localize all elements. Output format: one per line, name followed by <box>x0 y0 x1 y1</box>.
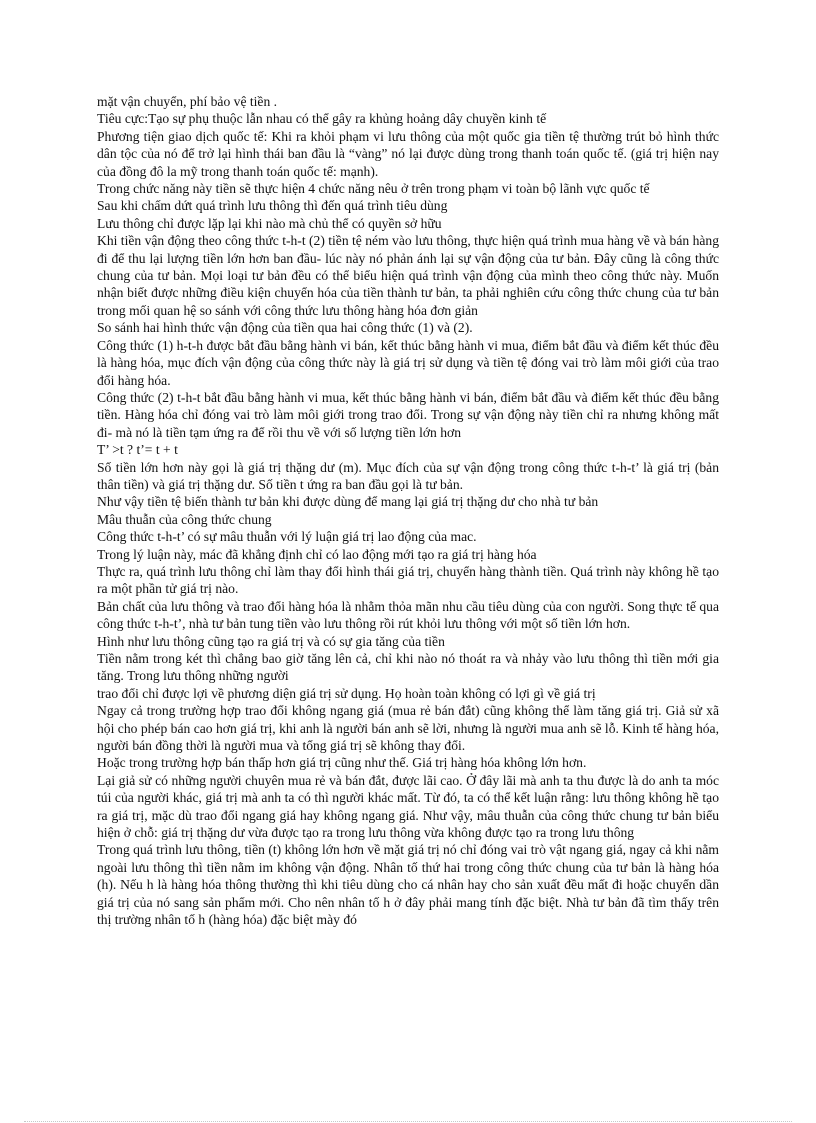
body-paragraph: Ngay cả trong trường hợp trao đổi không ngang giá (mua rẻ bán đắt) cũng không thể làm tăng giá trị. Giả sử xã hội cho phép bán cao hơn giá trị, khi anh là người bán anh sẽ lời, nhưng là người mua anh sẽ lỗ. Kinh tế hàng hóa, người bán đồng thời là người mua và tổng giá trị sẽ không thay đổi. <box>97 703 719 754</box>
body-paragraph: mặt vận chuyển, phí bảo vệ tiền . <box>97 94 278 109</box>
body-paragraph: Sau khi chấm dứt quá trình lưu thông thì đến quá trình tiêu dùng <box>97 198 448 214</box>
body-paragraph: Như vậy tiền tệ biến thành tư bản khi được dùng để mang lại giá trị thặng dư cho nhà tư bản <box>97 494 599 510</box>
body-paragraph: Tiền nằm trong két thì chẳng bao giờ tăng lên cả, chỉ khi nào nó thoát ra và nhảy vào lưu thông thì tiền mới gia tăng. Trong lưu thông những người <box>97 651 719 684</box>
body-paragraph: Trong chức năng này tiền sẽ thực hiện 4 chức năng nêu ở trên trong phạm vi toàn bộ lãnh vực quốc tế <box>97 181 650 197</box>
document-body <box>97 93 719 929</box>
body-paragraph: Tiêu cực:Tạo sự phụ thuộc lẫn nhau có thể gây ra khủng hoảng dây chuyền kinh tế <box>97 111 547 127</box>
body-paragraph: So sánh hai hình thức vận động của tiền qua hai công thức (1) và (2). <box>97 320 473 336</box>
body-paragraph: trao đổi chỉ được lợi về phương diện giá trị sử dụng. Họ hoàn toàn không có lợi gì về giá trị <box>97 685 596 701</box>
body-paragraph: Bản chất của lưu thông và trao đổi hàng hóa là nhằm thỏa mãn nhu cầu tiêu dùng của con người. Song thực tế qua công thức t-h-t’, nhà tư bản tung tiền vào lưu thông rồi rút khỏi lưu thông với một số tiền lớn hơn. <box>97 598 719 632</box>
body-paragraph: Lưu thông chỉ được lặp lại khi nào mà chủ thể có quyền sở hữu <box>97 215 442 231</box>
page-footer-divider <box>24 1121 792 1122</box>
body-paragraph: Thực ra, quá trình lưu thông chỉ làm thay đổi hình thái giá trị, chuyển hàng thành tiền. Quá trình này không hề tạo ra một phần tử giá trị nào. <box>97 563 719 597</box>
body-paragraph: Khi tiền vận động theo công thức t-h-t (2) tiền tệ ném vào lưu thông, thực hiện quá trình mua hàng về và bán hàng đi để thu lại lượng tiền lớn hơn ban đầu- lúc này nó phản ánh lại sự vận động của tư bản. Đây cũng là công thức chung của tư bản. Mọi loại tư bản đều có thể biểu hiện quá trình vận động của mình theo công thức này. Muốn nhận biết được những điều kiện chuyển hóa của tiền thành tư bản, ta phải nghiên cứu công thức chung của tư bản trong mối quan hệ so sánh với công thức lưu thông hàng hóa đơn giản <box>97 233 719 318</box>
body-paragraph: Lại giả sử có những người chuyên mua rẻ và bán đắt, được lãi cao. Ở đây lãi mà anh ta thu được là do anh ta móc túi của người khác, giá trị mà anh ta có thì người khác mất. Từ đó, ta có thể kết luận rằng: lưu thông không hề tạo ra giá trị, mặc dù trao đổi ngang giá hay không ngang giá. Như vậy, mâu thuẫn của công thức chung tư bản biểu hiện ở chỗ: giá trị thặng dư vừa được tạo ra trong lưu thông vừa không được tạo ra trong lưu thông <box>97 772 719 841</box>
body-paragraph: Trong lý luận này, mác đã khẳng định chỉ có lao động mới tạo ra giá trị hàng hóa <box>97 546 537 562</box>
body-paragraph: T’ >t ? t’= t + t <box>97 442 178 458</box>
body-paragraph: Mâu thuẫn của công thức chung <box>97 511 272 527</box>
body-paragraph: Công thức t-h-t’ có sự mâu thuẫn với lý luận giá trị lao động của mac. <box>97 529 477 545</box>
body-paragraph: Phương tiện giao dịch quốc tế: Khi ra khỏi phạm vi lưu thông của một quốc gia tiền tệ thường trút bỏ hình thức dân tộc của nó để trở lại hình thái ban đầu là “vàng” nó lại được dùng trong thanh toán quốc tế. (giá trị hiện nay của đồng đô la mỹ trong thanh toán quốc tế: mạnh). <box>97 128 719 179</box>
body-paragraph: Công thức (2) t-h-t bắt đầu bằng hành vi mua, kết thúc bằng hành vi bán, điểm bắt đầu và điểm kết thúc đều bằng tiền. Hàng hóa chỉ đóng vai trò làm môi giới trong trao đổi. Trong sự vận động này tiền chỉ ra nhưng không mất đi- mà nó là tiền tạm ứng ra để rồi thu về với số lượng tiền lớn hơn <box>97 389 719 440</box>
body-paragraph: Hình như lưu thông cũng tạo ra giá trị và có sự gia tăng của tiền <box>97 633 445 649</box>
body-paragraph: Số tiền lớn hơn này gọi là giá trị thặng dư (m). Mục đích của sự vận động trong công thức t-h-t’ là giá trị (bản thân tiền) và giá trị thặng dư. Số tiền t ứng ra ban đầu gọi là tư bản. <box>97 459 719 492</box>
body-paragraph: Công thức (1) h-t-h được bắt đầu bằng hành vi bán, kết thúc bằng hành vi mua, điểm bắt đầu và điểm kết thúc đều là hàng hóa, mục đích vận động của công thức này là giá trị sử dụng và tiền tệ đóng vai trò làm môi giới của trao đổi hàng hóa. <box>97 337 719 388</box>
body-paragraph: Hoặc trong trường hợp bán thấp hơn giá trị cũng như thế. Giá trị hàng hóa không lớn hơn. <box>97 755 587 771</box>
body-paragraph: Trong quá trình lưu thông, tiền (t) không lớn hơn về mặt giá trị nó chỉ đóng vai trò vật ngang giá, ngay cả khi nằm ngoài lưu thông thì tiền nằm im không vận động. Nhân tố thứ hai trong công thức chung của tư bản là hàng hóa (h). Nếu h là hàng hóa thông thường thì khi tiêu dùng cho cá nhân hay cho sản xuất đều mất đi hoặc chuyển dần giá trị của nó sang sản phẩm mới. Cho nên nhân tố h ở đây phải mang tính đặc biệt. Nhà tư bản đã tìm thấy trên thị trường nhân tố h (hàng hóa) đặc biệt mày đó <box>97 842 719 928</box>
